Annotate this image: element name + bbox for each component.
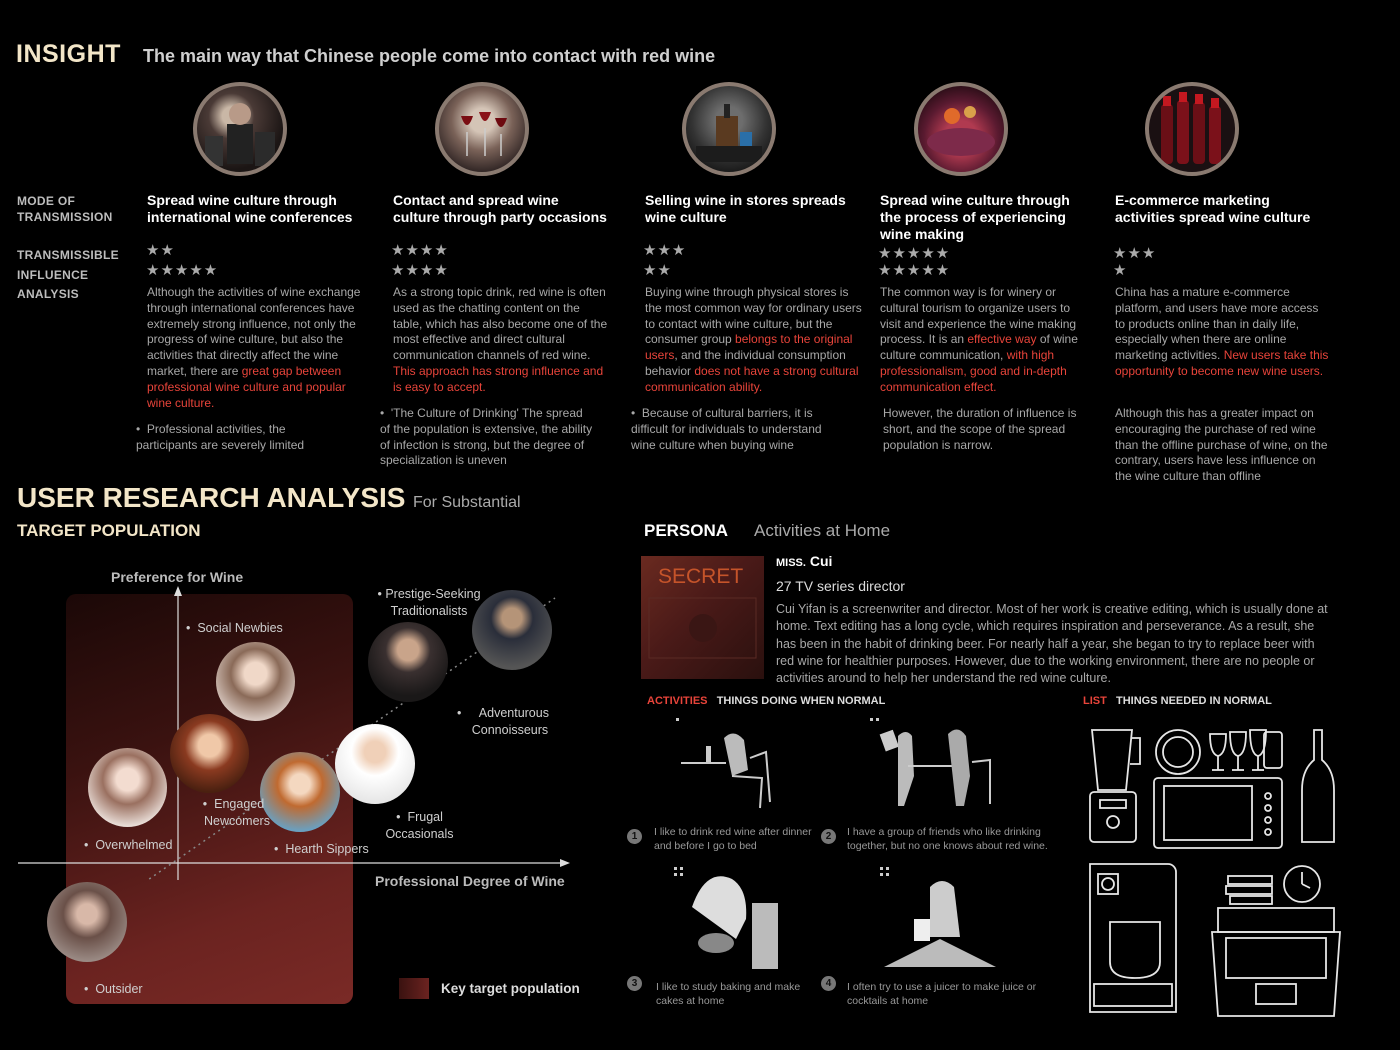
x-axis-label: Professional Degree of Wine [375, 873, 565, 889]
books-icon [1226, 876, 1272, 904]
frugal-photo [335, 724, 415, 804]
activity-number: 3 [627, 976, 642, 991]
persona-bio: Cui Yifan is a screenwriter and director. Most of her work is creative editing, which is usually done at home. Text editing has a long cycle, which requires inspiration and perseverance. As a result, she has been in the habit of drinking beer. For nearly half a year, she began to try to replace beer with red wine for healthier purposes. However, due to the working environment, there are no people or activities around to help her understand the red wine culture. [776, 602, 1328, 686]
overwhelmed-photo [88, 748, 167, 827]
activities-header: ACTIVITIES THINGS DOING WHEN NORMAL [647, 695, 886, 707]
mode-label [17, 193, 113, 225]
outsider-photo [47, 882, 127, 962]
wine-drinking-illustration [676, 718, 776, 813]
rating-stars-secondary: ★★★★ [391, 262, 449, 279]
column-title: Contact and spread wine culture through party occasions [393, 192, 607, 225]
rating-stars-secondary: ★★ [643, 262, 672, 279]
activity-caption: I like to drink red wine after dinner and before I go to bed [654, 826, 812, 852]
column-bullet: • 'The Culture of Drinking' The spread of the population is extensive, the ability of infection is strong, but the degree of specialization is uneven [380, 406, 593, 468]
column-bullet: • Professional activities, the participants are severely limited [136, 422, 305, 452]
party-photo [435, 82, 529, 176]
activity-caption: I like to study baking and make cakes at home [656, 981, 801, 1007]
social-newbie-photo [216, 642, 295, 721]
research-title: USER RESEARCH ANALYSIS [17, 482, 406, 513]
rating-stars-primary: ★★★ [643, 242, 687, 259]
segment-outsider: • Outsider [84, 982, 143, 996]
column-body: China has a mature e-commerce platform, and users have more access to products online than in daily life, especially when there are online marketing activities. New users take this opportunity to become new wine users. [1115, 285, 1329, 378]
plate-icon [1156, 730, 1200, 774]
activity-caption: I often try to use a juicer to make juice or cocktails at home [847, 981, 1037, 1007]
influence-label-line-1: TRANSMISSIBLE [17, 248, 119, 262]
rating-stars-primary: ★★★ [1113, 245, 1157, 262]
column-body: The common way is for winery or cultural tourism to organize users to visit and experience the wine making process. It is an effective way of wine culture communication, with high professionalism, good and in-depth communication effect. [880, 285, 1078, 394]
mode-label-line-2: TRANSMISSION [17, 210, 113, 224]
segment-adventurous: • Adventurous Connoisseurs [457, 706, 549, 737]
items-list-illustration [1080, 722, 1345, 1022]
wine-bottle-icon [1302, 730, 1334, 842]
influence-label-line-3: ANALYSIS [17, 287, 79, 301]
rating-stars-secondary: ★ [1113, 262, 1128, 279]
segment-prestige: • Prestige-Seeking Traditionalists [377, 587, 481, 618]
persona-photo [641, 556, 764, 679]
list-header: LIST THINGS NEEDED IN NORMAL [1083, 695, 1272, 707]
rating-stars-primary: ★★★★★ [878, 245, 951, 262]
legend-swatch [399, 978, 429, 999]
activity-number: 4 [821, 976, 836, 991]
microwave-icon [1154, 778, 1282, 848]
clock-icon [1284, 866, 1320, 902]
rating-stars-primary: ★★★★ [391, 242, 449, 259]
influence-label-line-2: INFLUENCE [17, 267, 89, 282]
store-photo [682, 82, 776, 176]
segment-frugal: • Frugal Occasionals [385, 810, 454, 841]
persona-title: PERSONA [644, 521, 729, 540]
column-body: As a strong topic drink, red wine is often used as the chatting content on the table, which has also become one of the most effective and direct cultural communication channels of red wine. This approach has strong influence and is easy to accept. [393, 285, 608, 394]
column-bullet: Although this has a greater impact on encouraging the purchase of red wine than the offline purchase of wine, on the contrary, users have less influence on the wine culture than offline [1115, 406, 1328, 484]
blender-icon [1090, 730, 1140, 842]
winemaking-photo [914, 82, 1008, 176]
activity-number: 2 [821, 829, 836, 844]
column-title: Spread wine culture through the process of experiencing wine making [880, 192, 1070, 242]
phone-icon [1264, 732, 1282, 768]
legend-label: Key target population [441, 981, 580, 996]
coffee-machine-icon [1090, 864, 1176, 1012]
friends-drinking-illustration [868, 718, 998, 813]
conference-photo [193, 82, 287, 176]
persona-name: MISS. Cui [776, 553, 833, 569]
insight-title: INSIGHT [16, 40, 121, 68]
column-title: Selling wine in stores spreads wine culture [645, 192, 846, 225]
persona-age-job: 27 TV series director [776, 578, 905, 594]
baking-illustration [672, 867, 782, 972]
juicer-illustration [880, 867, 1000, 972]
laptop-icon [1212, 908, 1340, 1016]
influence-label [17, 246, 119, 305]
prestige-photo-1 [368, 622, 448, 702]
insight-column-ecommerce [1115, 192, 1345, 226]
wine-glasses-icon [1210, 730, 1266, 770]
column-bullet: • Because of cultural barriers, it is difficult for individuals to understand wine culture when buying wine [631, 406, 822, 452]
rating-stars-primary: ★★ [146, 242, 175, 259]
rating-stars-secondary: ★★★★★ [146, 262, 219, 279]
insight-column-party [393, 192, 613, 226]
insight-subtitle: The main way that Chinese people come into contact with red wine [143, 46, 716, 66]
secret-label: SECRET [658, 565, 744, 588]
persona-subtitle: Activities at Home [754, 521, 891, 540]
ecommerce-photo [1145, 82, 1239, 176]
rating-stars-secondary: ★★★★★ [878, 262, 951, 279]
column-body: Buying wine through physical stores is the most common way for ordinary users to contact with wine culture, but the consumer group belongs to the original users, and the individual consumption behavior does not have a strong cultural communication ability. [645, 285, 862, 394]
y-axis-label: Preference for Wine [111, 569, 244, 585]
activity-number: 1 [627, 829, 642, 844]
column-title: E-commerce marketing activities spread wine culture [1115, 192, 1311, 225]
segment-engaged: • Engaged Newcomers [202, 797, 270, 828]
segment-hearth: • Hearth Sippers [274, 842, 369, 856]
mode-label-line-1: MODE OF [17, 194, 76, 208]
column-bullet: However, the duration of influence is short, and the scope of the spread population is narrow. [883, 406, 1077, 452]
segment-overwhelmed: • Overwhelmed [84, 838, 173, 852]
activity-caption: I have a group of friends who like drinking together, but no one knows about red wine. [847, 826, 1048, 852]
engaged-newcomer-photo [170, 714, 249, 793]
insight-column-conference [147, 192, 367, 226]
column-body: Although the activities of wine exchange through international conferences have extremely strong influence, not only the progress of wine culture, but also the activities that directly affect the wine market, there are great gap between professional wine culture and popular wine culture. [147, 285, 361, 410]
column-title: Spread wine culture through international wine conferences [147, 192, 353, 225]
insight-column-winemaking [880, 192, 1100, 243]
target-population-title: TARGET POPULATION [17, 521, 201, 540]
research-subtitle: For Substantial [413, 494, 521, 511]
segment-social: • Social Newbies [186, 621, 283, 635]
insight-column-store [645, 192, 865, 226]
